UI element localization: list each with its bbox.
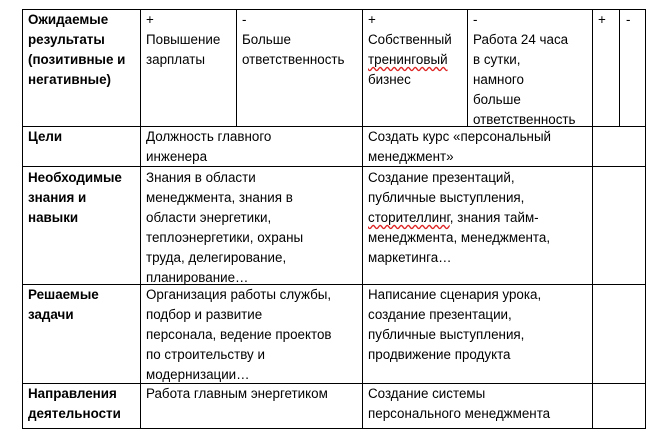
misspelled-word: сторителлинг	[368, 210, 450, 225]
row-label-skills: Необходимые знания и навыки	[28, 170, 122, 225]
goals-right-cell: Создать курс «персональный менеджмент»	[368, 129, 552, 164]
header-cell-work-24h: - Работа 24 часа в сутки, намного больше ответственность	[473, 12, 576, 127]
col-divider	[467, 9, 468, 127]
directions-left-cell: Работа главным энергетиком	[146, 386, 328, 401]
table-border-bottom	[22, 428, 646, 429]
directions-right-cell: Создание системы персонального менеджмента	[368, 386, 551, 421]
plus-sign: +	[146, 12, 154, 27]
skills-right-cell: Создание презентаций, публичные выступления, сторителлинг, знания тайм- менеджмента, менеджмента, маркетинга…	[368, 170, 551, 265]
tasks-right-cell: Написание сценария урока, создание презентации, публичные выступления, продвижение продукта	[368, 287, 542, 362]
col-divider	[362, 9, 363, 429]
table-border-left	[22, 9, 23, 429]
row-label-expected-results: Ожидаемые результаты (позитивные и негативные)	[28, 12, 126, 87]
col-divider	[592, 9, 593, 429]
goals-left-cell: Должность главного инженера	[146, 129, 272, 164]
minus-sign: -	[242, 12, 247, 27]
header-cell-own-business: + Собственный тренинговый бизнес	[368, 12, 452, 87]
row-label-goals: Цели	[28, 129, 63, 144]
plus-sign: +	[368, 12, 376, 27]
row-label-tasks: Решаемые задачи	[28, 287, 99, 322]
row-label-directions: Направления деятельности	[28, 386, 121, 421]
minus-sign: -	[473, 12, 478, 27]
row-divider	[22, 284, 646, 285]
row-divider	[22, 166, 646, 167]
col-divider	[236, 9, 237, 127]
misspelled-word: тренинговый	[368, 52, 448, 67]
skills-left-cell: Знания в области менеджмента, знания в области энергетики, теплоэнергетики, охраны труда, делегирование, планирование…	[146, 170, 304, 285]
tasks-left-cell: Организация работы службы, подбор и развитие персонала, ведение проектов по строительству и модернизации…	[146, 287, 332, 382]
table-border-right	[645, 9, 646, 429]
header-cell-extra-minus: -	[626, 12, 631, 27]
col-divider	[140, 9, 141, 429]
col-divider	[619, 9, 620, 127]
header-cell-extra-plus: +	[598, 12, 606, 27]
header-cell-salary: + Повышение зарплаты	[146, 12, 221, 67]
header-cell-responsibility: - Больше ответственность	[242, 12, 345, 67]
